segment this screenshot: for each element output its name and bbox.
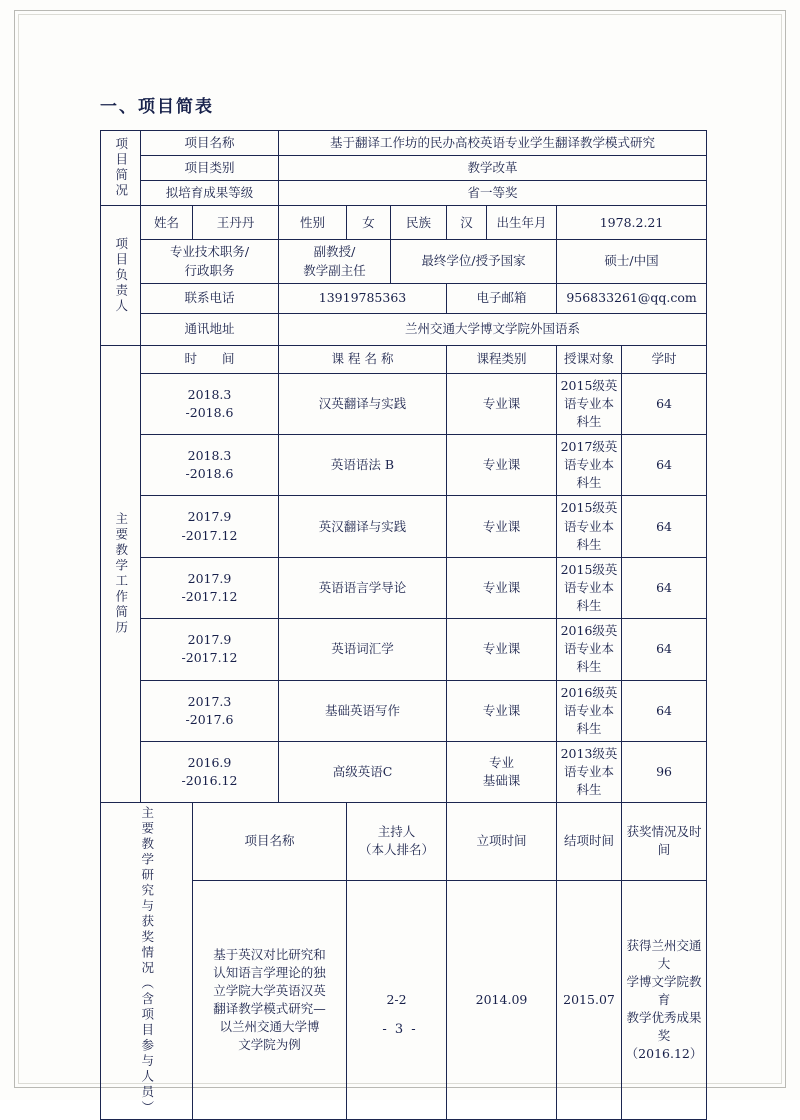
table-row [101,181,707,206]
leader-email-value: 956833261@qq.com [557,283,707,313]
table-row [101,156,707,181]
teaching-time-start: 2017.9 [187,632,232,648]
research-cell-host-rank: 2-2 [347,880,447,1120]
project-name-value: 基于翻译工作坊的民办高校英语专业学生翻译教学模式研究 [279,131,707,156]
page-title: 一、项目简表 [100,97,214,117]
table-row [101,680,707,741]
research-header-start: 立项时间 [447,803,557,880]
research-row-label [101,803,193,1120]
teaching-cell-course: 高级英语C [279,741,447,802]
teaching-cell-time [141,741,279,802]
research-cell-start: 2014.09 [447,880,557,1120]
teaching-cell-time [141,680,279,741]
table-row [101,741,707,802]
research-header-award: 获奖情况及时 间 [622,803,707,880]
teaching-row-label [101,345,141,803]
leader-address-value: 兰州交通大学博文学院外国语系 [279,313,707,345]
table-row [101,131,707,156]
teaching-cell-course: 英语语法 B [279,435,447,496]
leader-title-label-line2: 行政职务 [184,262,235,278]
teaching-cell-course: 英语词汇学 [279,619,447,680]
teaching-time-end: -2018.6 [185,466,234,482]
teaching-time-end: -2017.12 [181,527,238,543]
project-grade-value: 省一等奖 [279,181,707,206]
teaching-cell-audience: 2015级英 语专业本 科生 [557,496,622,557]
leader-row-label [101,206,141,345]
research-header-host: 主持人 （本人排名） [347,803,447,880]
teaching-cell-time [141,435,279,496]
leader-birth-label: 出生年月 [487,206,557,240]
project-name-label: 项目名称 [141,131,279,156]
teaching-header-hours: 学时 [622,345,707,373]
leader-title-value-line2: 教学副主任 [303,262,366,278]
leader-birth-value: 1978.2.21 [557,206,707,240]
teaching-time-end: -2017.12 [181,588,238,604]
teaching-cell-hours: 64 [622,373,707,434]
leader-nation-label: 民族 [391,206,447,240]
teaching-time-end: -2018.6 [185,404,234,420]
teaching-cell-hours: 96 [622,741,707,802]
table-row [101,496,707,557]
teaching-header-audience: 授课对象 [557,345,622,373]
teaching-cell-hours: 64 [622,557,707,618]
teaching-cell-hours: 64 [622,496,707,557]
research-cell-award: 获得兰州交通大 学博文学院教育 教学优秀成果奖 （2016.12） [622,880,707,1120]
teaching-header-course: 课 程 名 称 [279,345,447,373]
teaching-cell-time [141,619,279,680]
table-row [101,345,707,373]
leader-title-value-line1: 副教授/ [313,244,356,260]
teaching-cell-type: 专业课 [447,619,557,680]
leader-nation-value: 汉 [447,206,487,240]
project-type-value: 教学改革 [279,156,707,181]
teaching-cell-time [141,373,279,434]
leader-name-value: 王丹丹 [193,206,279,240]
teaching-cell-time [141,496,279,557]
teaching-cell-audience: 2017级英 语专业本 科生 [557,435,622,496]
table-row [101,373,707,434]
research-header-project: 项目名称 [193,803,347,880]
teaching-cell-type: 专业课 [447,680,557,741]
teaching-cell-audience: 2016级英 语专业本 科生 [557,619,622,680]
teaching-cell-hours: 64 [622,680,707,741]
teaching-time-start: 2018.3 [187,448,232,464]
research-cell-project: 基于英汉对比研究和 认知语言学理论的独 立学院大学英语汉英 翻译教学模式研究— 以兰州交通大学博 文学院为例 [193,880,347,1120]
teaching-cell-course: 英语语言学导论 [279,557,447,618]
leader-gender-value: 女 [347,206,391,240]
teaching-header-time: 时 间 [141,345,279,373]
table-row [101,206,707,240]
teaching-time-start: 2018.3 [187,386,232,402]
teaching-header-type: 课程类别 [447,345,557,373]
leader-name-label: 姓名 [141,206,193,240]
research-cell-end: 2015.07 [557,880,622,1120]
teaching-cell-course: 基础英语写作 [279,680,447,741]
leader-row-label-text: 项目负责人 [113,236,129,315]
leader-degree-value: 硕士/中国 [557,240,707,283]
research-header-end: 结项时间 [557,803,622,880]
teaching-cell-audience: 2013级英 语专业本 科生 [557,741,622,802]
leader-address-label: 通讯地址 [141,313,279,345]
table-row [101,557,707,618]
teaching-cell-hours: 64 [622,619,707,680]
teaching-time-start: 2017.9 [187,570,232,586]
project-summary-table [100,130,707,1120]
teaching-cell-hours: 64 [622,435,707,496]
leader-title-label [141,240,279,283]
table-row [101,803,707,880]
leader-phone-value: 13919785363 [279,283,447,313]
teaching-time-start: 2017.3 [187,693,232,709]
page-number: - 3 - [382,1022,418,1037]
teaching-time-end: -2017.12 [181,650,238,666]
teaching-cell-audience: 2015级英 语专业本 科生 [557,373,622,434]
leader-email-label: 电子邮箱 [447,283,557,313]
table-row [101,283,707,313]
teaching-row-label-text: 主要教学工作简历 [113,511,129,636]
overview-row-label-text: 项目简况 [113,137,129,200]
leader-degree-label: 最终学位/授予国家 [391,240,557,283]
table-row [101,619,707,680]
teaching-time-start: 2016.9 [187,754,232,770]
teaching-time-end: -2016.12 [181,773,238,789]
teaching-cell-type: 专业课 [447,557,557,618]
teaching-cell-audience: 2015级英 语专业本 科生 [557,557,622,618]
teaching-cell-type: 专业 基础课 [447,741,557,802]
teaching-cell-audience: 2016级英 语专业本 科生 [557,680,622,741]
teaching-cell-course: 汉英翻译与实践 [279,373,447,434]
project-grade-label: 拟培育成果等级 [141,181,279,206]
table-row [101,313,707,345]
overview-row-label [101,131,141,206]
leader-title-label-line1: 专业技术职务/ [169,244,250,260]
teaching-time-end: -2017.6 [185,711,234,727]
table-row [101,240,707,283]
teaching-cell-type: 专业课 [447,373,557,434]
leader-gender-label: 性别 [279,206,347,240]
teaching-cell-time [141,557,279,618]
teaching-cell-type: 专业课 [447,496,557,557]
leader-title-value [279,240,391,283]
teaching-time-start: 2017.9 [187,509,232,525]
research-row-label-text: 主要教学研究与获奖情况（含项目参与人员） [139,806,155,1117]
teaching-cell-course: 英汉翻译与实践 [279,496,447,557]
table-row [101,435,707,496]
leader-phone-label: 联系电话 [141,283,279,313]
project-type-label: 项目类别 [141,156,279,181]
teaching-cell-type: 专业课 [447,435,557,496]
